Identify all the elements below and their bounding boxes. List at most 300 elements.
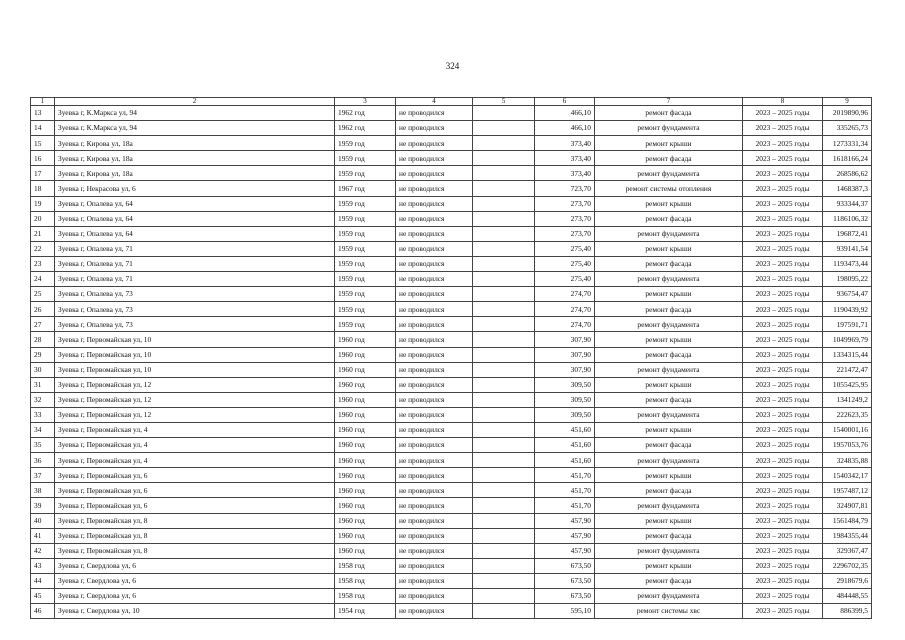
work-type-cell: ремонт фасада bbox=[595, 392, 743, 407]
table-body bbox=[31, 98, 872, 619]
cost-cell: 1334315,44 bbox=[823, 347, 872, 362]
row-number-cell: 32 bbox=[31, 392, 55, 407]
blank-cell bbox=[473, 362, 535, 377]
blank-cell bbox=[473, 196, 535, 211]
cost-cell: 1186106,32 bbox=[823, 211, 872, 226]
row-number-cell: 37 bbox=[31, 468, 55, 483]
area-cell: 673,50 bbox=[535, 558, 595, 573]
period-cell: 2023 – 2025 годы bbox=[743, 513, 823, 528]
work-type-cell: ремонт крыши bbox=[595, 377, 743, 392]
work-type-cell: ремонт фундамента bbox=[595, 166, 743, 181]
area-cell: 309,50 bbox=[535, 407, 595, 422]
table-row bbox=[31, 604, 872, 619]
address-cell: Зуевка г, Опалева ул, 71 bbox=[55, 272, 335, 287]
column-number-header: 4 bbox=[396, 98, 473, 106]
year-cell: 1960 год bbox=[335, 332, 396, 347]
cost-cell: 329367,47 bbox=[823, 543, 872, 558]
table-row bbox=[31, 483, 872, 498]
year-cell: 1954 год bbox=[335, 604, 396, 619]
work-type-cell: ремонт фасада bbox=[595, 256, 743, 271]
address-cell: Зуевка г, Свердлова ул, 10 bbox=[55, 604, 335, 619]
area-cell: 307,90 bbox=[535, 332, 595, 347]
table-row bbox=[31, 347, 872, 362]
blank-cell bbox=[473, 498, 535, 513]
work-type-cell: ремонт крыши bbox=[595, 136, 743, 151]
year-cell: 1960 год bbox=[335, 422, 396, 437]
cost-cell: 1055425,95 bbox=[823, 377, 872, 392]
address-cell: Зуевка г, Опалева ул, 73 bbox=[55, 302, 335, 317]
row-number-cell: 41 bbox=[31, 528, 55, 543]
year-cell: 1960 год bbox=[335, 453, 396, 468]
table-row bbox=[31, 181, 872, 196]
row-number-cell: 18 bbox=[31, 181, 55, 196]
last-repair-cell: не проводился bbox=[396, 332, 473, 347]
row-number-cell: 23 bbox=[31, 256, 55, 271]
last-repair-cell: не проводился bbox=[396, 196, 473, 211]
blank-cell bbox=[473, 241, 535, 256]
blank-cell bbox=[473, 468, 535, 483]
period-cell: 2023 – 2025 годы bbox=[743, 392, 823, 407]
area-cell: 451,60 bbox=[535, 453, 595, 468]
blank-cell bbox=[473, 181, 535, 196]
address-cell: Зуевка г, Первомайская ул, 8 bbox=[55, 528, 335, 543]
row-number-cell: 13 bbox=[31, 106, 55, 121]
blank-cell bbox=[473, 589, 535, 604]
row-number-cell: 22 bbox=[31, 241, 55, 256]
period-cell: 2023 – 2025 годы bbox=[743, 272, 823, 287]
last-repair-cell: не проводился bbox=[396, 377, 473, 392]
area-cell: 273,70 bbox=[535, 226, 595, 241]
period-cell: 2023 – 2025 годы bbox=[743, 287, 823, 302]
table-row bbox=[31, 513, 872, 528]
address-cell: Зуевка г, Опалева ул, 64 bbox=[55, 211, 335, 226]
blank-cell bbox=[473, 226, 535, 241]
capital-repair-table bbox=[30, 97, 872, 619]
last-repair-cell: не проводился bbox=[396, 589, 473, 604]
row-number-cell: 25 bbox=[31, 287, 55, 302]
address-cell: Зуевка г, Опалева ул, 71 bbox=[55, 256, 335, 271]
period-cell: 2023 – 2025 годы bbox=[743, 332, 823, 347]
table-row bbox=[31, 256, 872, 271]
last-repair-cell: не проводился bbox=[396, 573, 473, 588]
last-repair-cell: не проводился bbox=[396, 453, 473, 468]
year-cell: 1959 год bbox=[335, 196, 396, 211]
period-cell: 2023 – 2025 годы bbox=[743, 121, 823, 136]
period-cell: 2023 – 2025 годы bbox=[743, 407, 823, 422]
cost-cell: 1273331,34 bbox=[823, 136, 872, 151]
table-row bbox=[31, 407, 872, 422]
area-cell: 309,50 bbox=[535, 377, 595, 392]
table-row bbox=[31, 498, 872, 513]
work-type-cell: ремонт фасада bbox=[595, 438, 743, 453]
year-cell: 1960 год bbox=[335, 513, 396, 528]
period-cell: 2023 – 2025 годы bbox=[743, 543, 823, 558]
cost-cell: 1341249,2 bbox=[823, 392, 872, 407]
address-cell: Зуевка г, Опалева ул, 73 bbox=[55, 317, 335, 332]
period-cell: 2023 – 2025 годы bbox=[743, 181, 823, 196]
table-row bbox=[31, 211, 872, 226]
period-cell: 2023 – 2025 годы bbox=[743, 377, 823, 392]
year-cell: 1960 год bbox=[335, 438, 396, 453]
year-cell: 1958 год bbox=[335, 573, 396, 588]
table-row bbox=[31, 422, 872, 437]
table-row bbox=[31, 317, 872, 332]
area-cell: 451,60 bbox=[535, 438, 595, 453]
year-cell: 1960 год bbox=[335, 528, 396, 543]
area-cell: 451,70 bbox=[535, 483, 595, 498]
row-number-cell: 27 bbox=[31, 317, 55, 332]
area-cell: 275,40 bbox=[535, 272, 595, 287]
address-cell: Зуевка г, Первомайская ул, 10 bbox=[55, 332, 335, 347]
address-cell: Зуевка г, Первомайская ул, 10 bbox=[55, 347, 335, 362]
table-row bbox=[31, 543, 872, 558]
last-repair-cell: не проводился bbox=[396, 604, 473, 619]
row-number-cell: 16 bbox=[31, 151, 55, 166]
period-cell: 2023 – 2025 годы bbox=[743, 241, 823, 256]
period-cell: 2023 – 2025 годы bbox=[743, 528, 823, 543]
work-type-cell: ремонт фасада bbox=[595, 106, 743, 121]
address-cell: Зуевка г, Свердлова ул, 6 bbox=[55, 558, 335, 573]
period-cell: 2023 – 2025 годы bbox=[743, 422, 823, 437]
year-cell: 1959 год bbox=[335, 166, 396, 181]
area-cell: 275,40 bbox=[535, 241, 595, 256]
area-cell: 307,90 bbox=[535, 347, 595, 362]
address-cell: Зуевка г, Кирова ул, 18а bbox=[55, 166, 335, 181]
table-row bbox=[31, 166, 872, 181]
last-repair-cell: не проводился bbox=[396, 468, 473, 483]
year-cell: 1958 год bbox=[335, 558, 396, 573]
last-repair-cell: не проводился bbox=[396, 151, 473, 166]
address-cell: Зуевка г, Свердлова ул, 6 bbox=[55, 589, 335, 604]
area-cell: 273,70 bbox=[535, 196, 595, 211]
blank-cell bbox=[473, 422, 535, 437]
row-number-cell: 35 bbox=[31, 438, 55, 453]
last-repair-cell: не проводился bbox=[396, 121, 473, 136]
blank-cell bbox=[473, 151, 535, 166]
work-type-cell: ремонт фундамента bbox=[595, 498, 743, 513]
last-repair-cell: не проводился bbox=[396, 422, 473, 437]
cost-cell: 268586,62 bbox=[823, 166, 872, 181]
year-cell: 1959 год bbox=[335, 226, 396, 241]
last-repair-cell: не проводился bbox=[396, 498, 473, 513]
page-number: 324 bbox=[445, 61, 460, 71]
cost-cell: 324907,81 bbox=[823, 498, 872, 513]
work-type-cell: ремонт фундамента bbox=[595, 362, 743, 377]
last-repair-cell: не проводился bbox=[396, 226, 473, 241]
cost-cell: 198095,22 bbox=[823, 272, 872, 287]
blank-cell bbox=[473, 483, 535, 498]
last-repair-cell: не проводился bbox=[396, 211, 473, 226]
work-type-cell: ремонт крыши bbox=[595, 332, 743, 347]
period-cell: 2023 – 2025 годы bbox=[743, 211, 823, 226]
address-cell: Зуевка г, Первомайская ул, 10 bbox=[55, 362, 335, 377]
year-cell: 1962 год bbox=[335, 106, 396, 121]
column-number-header-row bbox=[31, 98, 872, 106]
work-type-cell: ремонт фундамента bbox=[595, 589, 743, 604]
area-cell: 373,40 bbox=[535, 136, 595, 151]
last-repair-cell: не проводился bbox=[396, 166, 473, 181]
work-type-cell: ремонт крыши bbox=[595, 241, 743, 256]
address-cell: Зуевка г, Кирова ул, 18а bbox=[55, 136, 335, 151]
work-type-cell: ремонт фасада bbox=[595, 528, 743, 543]
row-number-cell: 39 bbox=[31, 498, 55, 513]
work-type-cell: ремонт системы хвс bbox=[595, 604, 743, 619]
area-cell: 274,70 bbox=[535, 302, 595, 317]
period-cell: 2023 – 2025 годы bbox=[743, 136, 823, 151]
row-number-cell: 15 bbox=[31, 136, 55, 151]
table-row bbox=[31, 151, 872, 166]
cost-cell: 1957487,12 bbox=[823, 483, 872, 498]
table-row bbox=[31, 438, 872, 453]
row-number-cell: 33 bbox=[31, 407, 55, 422]
row-number-cell: 38 bbox=[31, 483, 55, 498]
table-row bbox=[31, 302, 872, 317]
row-number-cell: 45 bbox=[31, 589, 55, 604]
year-cell: 1959 год bbox=[335, 287, 396, 302]
blank-cell bbox=[473, 136, 535, 151]
cost-cell: 1540001,16 bbox=[823, 422, 872, 437]
table-row bbox=[31, 196, 872, 211]
row-number-cell: 36 bbox=[31, 453, 55, 468]
blank-cell bbox=[473, 302, 535, 317]
year-cell: 1959 год bbox=[335, 151, 396, 166]
period-cell: 2023 – 2025 годы bbox=[743, 106, 823, 121]
area-cell: 673,50 bbox=[535, 589, 595, 604]
blank-cell bbox=[473, 106, 535, 121]
blank-cell bbox=[473, 347, 535, 362]
period-cell: 2023 – 2025 годы bbox=[743, 196, 823, 211]
address-cell: Зуевка г, Первомайская ул, 4 bbox=[55, 438, 335, 453]
row-number-cell: 29 bbox=[31, 347, 55, 362]
last-repair-cell: не проводился bbox=[396, 407, 473, 422]
address-cell: Зуевка г, Кирова ул, 18а bbox=[55, 151, 335, 166]
cost-cell: 1618166,24 bbox=[823, 151, 872, 166]
address-cell: Зуевка г, Первомайская ул, 4 bbox=[55, 453, 335, 468]
address-cell: Зуевка г, Опалева ул, 73 bbox=[55, 287, 335, 302]
area-cell: 457,90 bbox=[535, 513, 595, 528]
column-number-header: 3 bbox=[335, 98, 396, 106]
column-number-header: 6 bbox=[535, 98, 595, 106]
last-repair-cell: не проводился bbox=[396, 558, 473, 573]
row-number-cell: 34 bbox=[31, 422, 55, 437]
area-cell: 466,10 bbox=[535, 106, 595, 121]
area-cell: 723,70 bbox=[535, 181, 595, 196]
row-number-cell: 43 bbox=[31, 558, 55, 573]
row-number-cell: 21 bbox=[31, 226, 55, 241]
work-type-cell: ремонт крыши bbox=[595, 287, 743, 302]
area-cell: 275,40 bbox=[535, 256, 595, 271]
table-row bbox=[31, 558, 872, 573]
row-number-cell: 40 bbox=[31, 513, 55, 528]
period-cell: 2023 – 2025 годы bbox=[743, 317, 823, 332]
year-cell: 1960 год bbox=[335, 392, 396, 407]
period-cell: 2023 – 2025 годы bbox=[743, 438, 823, 453]
column-number-header: 7 bbox=[595, 98, 743, 106]
blank-cell bbox=[473, 166, 535, 181]
year-cell: 1960 год bbox=[335, 543, 396, 558]
blank-cell bbox=[473, 256, 535, 271]
last-repair-cell: не проводился bbox=[396, 543, 473, 558]
blank-cell bbox=[473, 438, 535, 453]
area-cell: 274,70 bbox=[535, 317, 595, 332]
work-type-cell: ремонт крыши bbox=[595, 558, 743, 573]
work-type-cell: ремонт фундамента bbox=[595, 453, 743, 468]
period-cell: 2023 – 2025 годы bbox=[743, 498, 823, 513]
table-row bbox=[31, 287, 872, 302]
row-number-cell: 42 bbox=[31, 543, 55, 558]
row-number-cell: 14 bbox=[31, 121, 55, 136]
blank-cell bbox=[473, 453, 535, 468]
period-cell: 2023 – 2025 годы bbox=[743, 151, 823, 166]
blank-cell bbox=[473, 211, 535, 226]
blank-cell bbox=[473, 513, 535, 528]
area-cell: 373,40 bbox=[535, 151, 595, 166]
address-cell: Зуевка г, Первомайская ул, 12 bbox=[55, 392, 335, 407]
period-cell: 2023 – 2025 годы bbox=[743, 468, 823, 483]
cost-cell: 1468387,3 bbox=[823, 181, 872, 196]
last-repair-cell: не проводился bbox=[396, 256, 473, 271]
cost-cell: 1984355,44 bbox=[823, 528, 872, 543]
work-type-cell: ремонт фасада bbox=[595, 151, 743, 166]
address-cell: Зуевка г, Первомайская ул, 12 bbox=[55, 407, 335, 422]
table-row bbox=[31, 392, 872, 407]
table-row bbox=[31, 226, 872, 241]
cost-cell: 1561484,79 bbox=[823, 513, 872, 528]
period-cell: 2023 – 2025 годы bbox=[743, 589, 823, 604]
year-cell: 1959 год bbox=[335, 272, 396, 287]
address-cell: Зуевка г, Опалева ул, 71 bbox=[55, 241, 335, 256]
work-type-cell: ремонт крыши bbox=[595, 196, 743, 211]
last-repair-cell: не проводился bbox=[396, 287, 473, 302]
row-number-cell: 28 bbox=[31, 332, 55, 347]
year-cell: 1960 год bbox=[335, 347, 396, 362]
last-repair-cell: не проводился bbox=[396, 302, 473, 317]
cost-cell: 1540342,17 bbox=[823, 468, 872, 483]
cost-cell: 324835,88 bbox=[823, 453, 872, 468]
row-number-cell: 46 bbox=[31, 604, 55, 619]
blank-cell bbox=[473, 392, 535, 407]
area-cell: 457,90 bbox=[535, 528, 595, 543]
cost-cell: 1957053,76 bbox=[823, 438, 872, 453]
last-repair-cell: не проводился bbox=[396, 136, 473, 151]
work-type-cell: ремонт фундамента bbox=[595, 272, 743, 287]
cost-cell: 936754,47 bbox=[823, 287, 872, 302]
last-repair-cell: не проводился bbox=[396, 317, 473, 332]
row-number-cell: 17 bbox=[31, 166, 55, 181]
blank-cell bbox=[473, 528, 535, 543]
area-cell: 451,70 bbox=[535, 468, 595, 483]
last-repair-cell: не проводился bbox=[396, 513, 473, 528]
column-number-header: 5 bbox=[473, 98, 535, 106]
address-cell: Зуевка г, Опалева ул, 64 bbox=[55, 226, 335, 241]
table-row bbox=[31, 136, 872, 151]
column-number-header: 2 bbox=[55, 98, 335, 106]
work-type-cell: ремонт крыши bbox=[595, 513, 743, 528]
year-cell: 1967 год bbox=[335, 181, 396, 196]
cost-cell: 221472,47 bbox=[823, 362, 872, 377]
address-cell: Зуевка г, Некрасова ул, 6 bbox=[55, 181, 335, 196]
table-row bbox=[31, 468, 872, 483]
cost-cell: 1049969,79 bbox=[823, 332, 872, 347]
year-cell: 1959 год bbox=[335, 211, 396, 226]
period-cell: 2023 – 2025 годы bbox=[743, 347, 823, 362]
area-cell: 373,40 bbox=[535, 166, 595, 181]
cost-cell: 933344,37 bbox=[823, 196, 872, 211]
blank-cell bbox=[473, 121, 535, 136]
table-row bbox=[31, 589, 872, 604]
cost-cell: 1193473,44 bbox=[823, 256, 872, 271]
table-row bbox=[31, 241, 872, 256]
cost-cell: 939141,54 bbox=[823, 241, 872, 256]
period-cell: 2023 – 2025 годы bbox=[743, 302, 823, 317]
area-cell: 273,70 bbox=[535, 211, 595, 226]
cost-cell: 196872,41 bbox=[823, 226, 872, 241]
work-type-cell: ремонт фасада bbox=[595, 483, 743, 498]
work-type-cell: ремонт фасада bbox=[595, 211, 743, 226]
period-cell: 2023 – 2025 годы bbox=[743, 362, 823, 377]
blank-cell bbox=[473, 332, 535, 347]
period-cell: 2023 – 2025 годы bbox=[743, 558, 823, 573]
area-cell: 466,10 bbox=[535, 121, 595, 136]
column-number-header: 8 bbox=[743, 98, 823, 106]
table-row bbox=[31, 453, 872, 468]
cost-cell: 1190439,92 bbox=[823, 302, 872, 317]
work-type-cell: ремонт фундамента bbox=[595, 226, 743, 241]
last-repair-cell: не проводился bbox=[396, 528, 473, 543]
address-cell: Зуевка г, Первомайская ул, 6 bbox=[55, 498, 335, 513]
year-cell: 1959 год bbox=[335, 317, 396, 332]
period-cell: 2023 – 2025 годы bbox=[743, 256, 823, 271]
year-cell: 1960 год bbox=[335, 483, 396, 498]
address-cell: Зуевка г, Первомайская ул, 8 bbox=[55, 513, 335, 528]
area-cell: 595,10 bbox=[535, 604, 595, 619]
table-row bbox=[31, 377, 872, 392]
year-cell: 1959 год bbox=[335, 302, 396, 317]
row-number-cell: 26 bbox=[31, 302, 55, 317]
cost-cell: 2296702,35 bbox=[823, 558, 872, 573]
blank-cell bbox=[473, 604, 535, 619]
year-cell: 1960 год bbox=[335, 407, 396, 422]
cost-cell: 197591,71 bbox=[823, 317, 872, 332]
last-repair-cell: не проводился bbox=[396, 392, 473, 407]
cost-cell: 335265,73 bbox=[823, 121, 872, 136]
row-number-cell: 30 bbox=[31, 362, 55, 377]
row-number-cell: 24 bbox=[31, 272, 55, 287]
work-type-cell: ремонт фундамента bbox=[595, 543, 743, 558]
year-cell: 1962 год bbox=[335, 121, 396, 136]
blank-cell bbox=[473, 573, 535, 588]
period-cell: 2023 – 2025 годы bbox=[743, 166, 823, 181]
last-repair-cell: не проводился bbox=[396, 272, 473, 287]
year-cell: 1960 год bbox=[335, 362, 396, 377]
work-type-cell: ремонт фундамента bbox=[595, 121, 743, 136]
work-type-cell: ремонт крыши bbox=[595, 422, 743, 437]
work-type-cell: ремонт фасада bbox=[595, 573, 743, 588]
address-cell: Зуевка г, Свердлова ул, 6 bbox=[55, 573, 335, 588]
last-repair-cell: не проводился bbox=[396, 438, 473, 453]
area-cell: 673,50 bbox=[535, 573, 595, 588]
column-number-header: 9 bbox=[823, 98, 872, 106]
last-repair-cell: не проводился bbox=[396, 181, 473, 196]
cost-cell: 2019890,96 bbox=[823, 106, 872, 121]
blank-cell bbox=[473, 543, 535, 558]
year-cell: 1958 год bbox=[335, 589, 396, 604]
row-number-cell: 44 bbox=[31, 573, 55, 588]
table-row bbox=[31, 332, 872, 347]
period-cell: 2023 – 2025 годы bbox=[743, 483, 823, 498]
table-row bbox=[31, 573, 872, 588]
address-cell: Зуевка г, Первомайская ул, 6 bbox=[55, 468, 335, 483]
